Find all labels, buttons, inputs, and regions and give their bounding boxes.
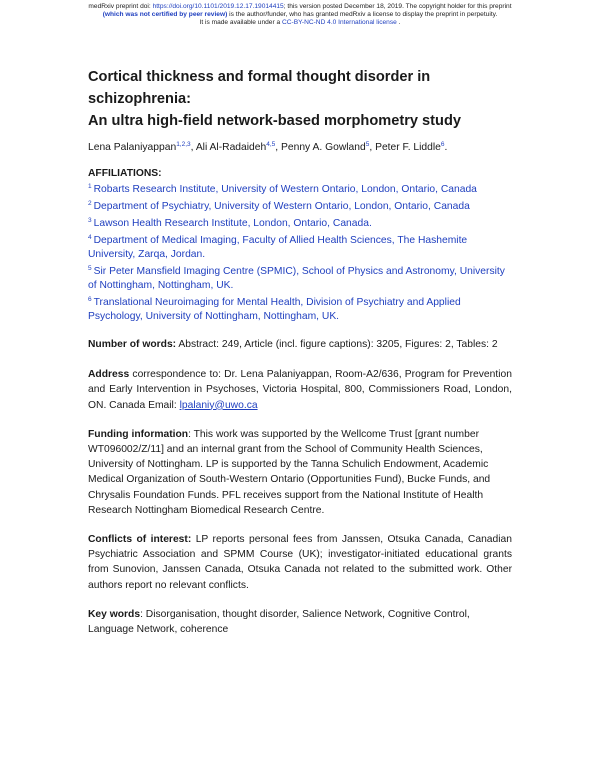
affiliation-text: Sir Peter Mansfield Imaging Centre (SPMIC), School of Physics and Astronomy, University of Nottingham, Nottingham, UK.	[88, 266, 505, 291]
address-label: Address	[88, 369, 130, 381]
header-line-3	[0, 19, 600, 27]
word-count-label: Number of words:	[88, 339, 177, 350]
word-count-text: Abstract: 249, Article (incl. figure captions): 3205, Figures: 2, Tables: 2	[176, 339, 498, 350]
author-affiliation-marker: 5	[365, 141, 370, 148]
header-license-note: is the author/funder, who has granted medRxiv a license to display the preprint in perpetuity.	[227, 11, 498, 18]
doi-link[interactable]: https://doi.org/10.1101/2019.12.17.19014415	[152, 3, 284, 10]
author-list	[88, 138, 512, 155]
affiliation-text: Lawson Health Research Institute, London, Ontario, Canada.	[93, 218, 372, 229]
affiliation-item	[88, 293, 512, 324]
author-separator: .	[444, 142, 448, 153]
affiliation-item	[88, 262, 512, 293]
header-license-prefix: It is made available under a	[199, 19, 282, 26]
affiliation-text: Robarts Research Institute, University of Western Ontario, London, Ontario, Canada	[93, 184, 477, 195]
affiliation-text: Department of Psychiatry, University of Western Ontario, London, Ontario, Canada	[93, 201, 470, 212]
affiliation-number: 4	[88, 234, 92, 241]
affiliation-number: 3	[88, 217, 92, 224]
keywords	[88, 607, 512, 637]
funding-text: : This work was supported by the Wellcome Trust [grant number WT096002/Z/11] and an internal grant from the School of Community Health Sciences, University of Nottingham. LP is supported by the Tanna Schulich Endowment, Academic Medical Organization of South-Western Ontario (Opportunities Fund), Bucke Funds, and Chrysalis Foundation Funds. PFL receives support from the National Institute of Health Research Nottingham Biomedical Research Centre.	[88, 428, 491, 516]
affiliation-number: 6	[88, 296, 92, 303]
header-doi-prefix: medRxiv preprint doi:	[88, 3, 153, 10]
author-separator: ,	[190, 142, 196, 153]
author-name: Lena Palaniyappan	[88, 142, 177, 153]
affiliation-text: Department of Medical Imaging, Faculty of Allied Health Sciences, The Hashemite University, Zarqa, Jordan.	[88, 235, 468, 260]
correspondence-address	[88, 367, 512, 413]
author-separator: ,	[275, 142, 281, 153]
author-affiliation-marker: 4,5	[266, 141, 276, 148]
conflicts-text: LP reports personal fees from Janssen, Otsuka Canada, Canadian Psychiatric Association and SPMM Course (UK); investigator-initiated educational grants from Sunovion, Janssen Canada, Otsuka Canada not related to the submitted work. Other authors report no relevant conflicts.	[88, 534, 512, 591]
affiliation-list	[88, 180, 512, 324]
author-separator: ,	[369, 142, 376, 153]
author-name: Peter F. Liddle	[375, 142, 441, 153]
affiliation-number: 5	[88, 265, 92, 272]
preprint-header	[0, 3, 600, 27]
header-line-1	[0, 3, 600, 11]
funding-information	[88, 427, 512, 518]
header-peer-review-note: (which was not certified by peer review)	[102, 11, 228, 18]
paper-title	[88, 66, 512, 132]
keywords-label: Key words	[88, 608, 141, 620]
keywords-text: : Disorganisation, thought disorder, Salience Network, Cognitive Control, Language Network, coherence	[88, 608, 470, 636]
affiliation-number: 2	[88, 200, 92, 207]
header-license-suffix: .	[396, 19, 401, 26]
affiliation-item	[88, 231, 512, 262]
author-name: Ali Al-Radaideh	[195, 142, 267, 153]
title-page	[88, 66, 512, 637]
header-line-2	[0, 11, 600, 19]
conflicts-of-interest	[88, 532, 512, 593]
author-affiliation-marker: 1,2,3	[176, 141, 191, 148]
word-count	[88, 337, 512, 352]
author-name: Penny A. Gowland	[281, 142, 366, 153]
funding-label: Funding information	[88, 428, 189, 440]
title-line-1: Cortical thickness and formal thought disorder in schizophrenia:	[88, 69, 431, 107]
affiliation-item	[88, 180, 512, 197]
license-link[interactable]: CC-BY-NC-ND 4.0 International license	[281, 19, 397, 26]
affiliations-heading: AFFILIATIONS:	[88, 168, 162, 179]
conflicts-label: Conflicts of interest:	[88, 534, 192, 546]
affiliation-item	[88, 197, 512, 214]
affiliation-item	[88, 214, 512, 231]
author-affiliation-marker: 6	[440, 141, 445, 148]
address-text: correspondence to: Dr. Lena Palaniyappan, Room-A2/636, Program for Prevention and Early Intervention in Psychoses, Victoria Hospital, 800, Commissioners Road, London, ON. Canada Email:	[88, 369, 512, 411]
email-link[interactable]: lpalaniy@uwo.ca	[179, 399, 258, 411]
affiliation-number: 1	[88, 183, 92, 190]
affiliation-text: Translational Neuroimaging for Mental Health, Division of Psychiatry and Applied Psychology, University of Nottingham, Nottingham, UK.	[88, 297, 461, 322]
header-posted-text: ; this version posted December 18, 2019. The copyright holder for this preprint	[283, 3, 512, 10]
title-line-2: An ultra high-field network-based morphometry study	[88, 113, 461, 129]
